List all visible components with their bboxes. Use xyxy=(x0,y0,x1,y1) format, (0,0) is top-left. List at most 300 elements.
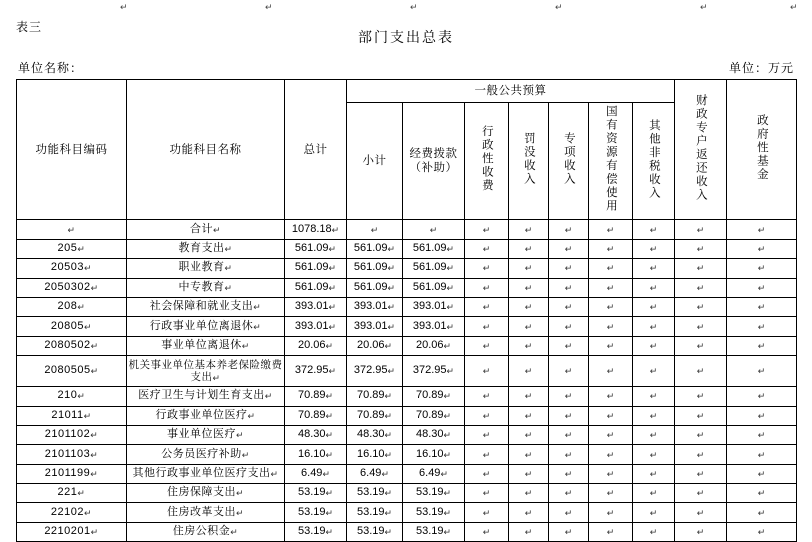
paragraph-mark: ↵ xyxy=(649,302,658,313)
paragraph-mark: ↵ xyxy=(325,527,334,538)
paragraph-mark: ↵ xyxy=(524,263,533,274)
paragraph-mark: ↵ xyxy=(84,321,93,332)
cell-special xyxy=(549,220,589,239)
cell-total: 53.19↵ xyxy=(285,522,347,541)
cell-special xyxy=(549,503,589,522)
paragraph-marks-top: ↵ ↵ ↵ ↵ ↵ ↵ xyxy=(120,2,798,12)
paragraph-mark: ↵ xyxy=(649,224,658,235)
cell-name: 事业单位医疗↵ xyxy=(127,425,285,444)
paragraph-mark: ↵ xyxy=(757,224,766,235)
cell-subtotal: 53.19↵ xyxy=(347,522,403,541)
paragraph-mark: ↵ xyxy=(757,263,766,274)
cell-gov-fund xyxy=(727,445,797,464)
paragraph-mark: ↵ xyxy=(606,263,615,274)
paragraph-mark: ↵ xyxy=(241,341,250,352)
paragraph-mark: ↵ xyxy=(524,282,533,293)
paragraph-mark: ↵ xyxy=(482,488,491,499)
paragraph-mark: ↵ xyxy=(482,527,491,538)
cell-total: 70.89↵ xyxy=(285,406,347,425)
cell-code: 2101102↵ xyxy=(17,425,127,444)
paragraph-mark: ↵ xyxy=(564,321,573,332)
cell-state-resource xyxy=(589,317,633,336)
paragraph-mark: ↵ xyxy=(757,244,766,255)
cell-admin-fee xyxy=(465,336,509,355)
paragraph-mark: ↵ xyxy=(224,263,233,274)
cell-admin-fee xyxy=(465,297,509,316)
paragraph-mark: ↵ xyxy=(77,488,86,499)
paragraph-mark: ↵ xyxy=(443,527,452,538)
paragraph-mark: ↵ xyxy=(443,488,452,499)
paragraph-mark: ↵ xyxy=(482,468,491,479)
cell-gov-fund xyxy=(727,406,797,425)
cell-finance-account xyxy=(675,239,727,258)
header-subtotal: 小计 xyxy=(347,103,403,220)
cell-name: 职业教育↵ xyxy=(127,259,285,278)
cell-total: 1078.18↵ xyxy=(285,220,347,239)
cell-finance-account xyxy=(675,503,727,522)
paragraph-mark: ↵ xyxy=(649,391,658,402)
cell-code: 2101199↵ xyxy=(17,464,127,483)
cell-other-nontax xyxy=(633,356,675,387)
cell-finance-account xyxy=(675,464,727,483)
paragraph-mark: ↵ xyxy=(649,527,658,538)
paragraph-mark: ↵ xyxy=(757,321,766,332)
paragraph-mark: ↵ xyxy=(757,468,766,479)
paragraph-mark: ↵ xyxy=(264,391,273,402)
cell-appropriation: 16.10↵ xyxy=(403,445,465,464)
paragraph-mark: ↵ xyxy=(696,410,705,421)
cell-total: 561.09↵ xyxy=(285,259,347,278)
cell-other-nontax xyxy=(633,425,675,444)
cell-gov-fund xyxy=(727,317,797,336)
cell-gov-fund xyxy=(727,336,797,355)
cell-penalty xyxy=(509,317,549,336)
cell-penalty xyxy=(509,503,549,522)
cell-finance-account xyxy=(675,317,727,336)
cell-admin-fee xyxy=(465,464,509,483)
cell-total: 393.01↵ xyxy=(285,317,347,336)
cell-finance-account xyxy=(675,336,727,355)
paragraph-mark: ↵ xyxy=(564,224,573,235)
paragraph-mark: ↵ xyxy=(524,366,533,377)
paragraph-mark: ↵ xyxy=(384,507,393,518)
cell-admin-fee xyxy=(465,522,509,541)
paragraph-mark: ↵ xyxy=(384,341,393,352)
cell-subtotal: 20.06↵ xyxy=(347,336,403,355)
table-row xyxy=(17,220,797,239)
paragraph-mark: ↵ xyxy=(606,430,615,441)
cell-code: 2080505↵ xyxy=(17,356,127,387)
paragraph-mark: ↵ xyxy=(757,488,766,499)
paragraph-mark: ↵ xyxy=(328,263,337,274)
cell-admin-fee xyxy=(465,278,509,297)
cell-appropriation xyxy=(403,220,465,239)
cell-other-nontax xyxy=(633,336,675,355)
paragraph-mark: ↵ xyxy=(524,527,533,538)
cell-special xyxy=(549,317,589,336)
paragraph-mark: ↵ xyxy=(212,224,222,235)
paragraph-mark: ↵ xyxy=(482,507,491,518)
header-special: 专项收入 xyxy=(549,103,589,220)
cell-name: 医疗卫生与计划生育支出↵ xyxy=(127,387,285,406)
table-row xyxy=(17,259,797,278)
header-appropriation: 经费拨款（补助） xyxy=(403,103,465,220)
paragraph-mark: ↵ xyxy=(757,410,766,421)
paragraph-mark: ↵ xyxy=(446,244,455,255)
paragraph-mark: ↵ xyxy=(384,527,393,538)
cell-gov-fund xyxy=(727,522,797,541)
paragraph-mark: ↵ xyxy=(696,366,705,377)
paragraph-mark: ↵ xyxy=(606,302,615,313)
header-code: 功能科目编码 xyxy=(17,80,127,220)
cell-gov-fund xyxy=(727,484,797,503)
cell-finance-account xyxy=(675,297,727,316)
cell-admin-fee xyxy=(465,220,509,239)
cell-penalty xyxy=(509,464,549,483)
cell-code: 2050302↵ xyxy=(17,278,127,297)
cell-subtotal: 561.09↵ xyxy=(347,239,403,258)
cell-code xyxy=(17,220,127,239)
paragraph-mark: ↵ xyxy=(696,507,705,518)
table-row xyxy=(17,356,797,387)
paragraph-mark: ↵ xyxy=(649,488,658,499)
cell-code: 2210201↵ xyxy=(17,522,127,541)
header-state-resource: 国有资源有偿使用 xyxy=(589,103,633,220)
paragraph-mark: ↵ xyxy=(696,527,705,538)
paragraph-mark: ↵ xyxy=(482,244,491,255)
paragraph-mark: ↵ xyxy=(77,391,86,402)
table-row xyxy=(17,445,797,464)
cell-state-resource xyxy=(589,484,633,503)
cell-gov-fund xyxy=(727,387,797,406)
cell-appropriation: 53.19↵ xyxy=(403,484,465,503)
cell-penalty xyxy=(509,445,549,464)
cell-finance-account xyxy=(675,356,727,387)
cell-subtotal: 393.01↵ xyxy=(347,317,403,336)
paragraph-mark: ↵ xyxy=(606,449,615,460)
paragraph-mark: ↵ xyxy=(235,488,245,499)
paragraph-mark: ↵ xyxy=(564,449,573,460)
paragraph-mark: ↵ xyxy=(696,391,705,402)
cell-special xyxy=(549,406,589,425)
cell-subtotal: 48.30↵ xyxy=(347,425,403,444)
cell-admin-fee xyxy=(465,503,509,522)
cell-state-resource xyxy=(589,406,633,425)
cell-name: 住房改革支出↵ xyxy=(127,503,285,522)
paragraph-mark: ↵ xyxy=(524,430,533,441)
cell-other-nontax xyxy=(633,387,675,406)
cell-other-nontax xyxy=(633,406,675,425)
header-admin-fee: 行政性收费 xyxy=(465,103,509,220)
cell-appropriation: 48.30↵ xyxy=(403,425,465,444)
cell-penalty xyxy=(509,425,549,444)
paragraph-mark: ↵ xyxy=(564,391,573,402)
paragraph-mark: ↵ xyxy=(696,321,705,332)
paragraph-mark: ↵ xyxy=(446,263,455,274)
cell-total: 20.06↵ xyxy=(285,336,347,355)
paragraph-mark: ↵ xyxy=(606,224,615,235)
cell-code: 205↵ xyxy=(17,239,127,258)
paragraph-mark: ↵ xyxy=(443,430,452,441)
cell-admin-fee xyxy=(465,356,509,387)
cell-special xyxy=(549,387,589,406)
paragraph-mark: ↵ xyxy=(387,321,396,332)
cell-other-nontax xyxy=(633,220,675,239)
cell-name: 其他行政事业单位医疗支出↵ xyxy=(127,464,285,483)
cell-gov-fund xyxy=(727,425,797,444)
cell-special xyxy=(549,522,589,541)
cell-appropriation: 393.01↵ xyxy=(403,317,465,336)
table-row xyxy=(17,522,797,541)
cell-gov-fund xyxy=(727,239,797,258)
cell-appropriation: 6.49↵ xyxy=(403,464,465,483)
paragraph-mark: ↵ xyxy=(482,410,491,421)
paragraph-mark: ↵ xyxy=(606,410,615,421)
cell-appropriation: 53.19↵ xyxy=(403,503,465,522)
paragraph-mark: ↵ xyxy=(212,373,221,384)
cell-finance-account xyxy=(675,425,727,444)
cell-subtotal: 16.10↵ xyxy=(347,445,403,464)
paragraph-mark: ↵ xyxy=(606,244,615,255)
cell-special xyxy=(549,278,589,297)
paragraph-mark: ↵ xyxy=(482,391,491,402)
cell-code: 20805↵ xyxy=(17,317,127,336)
paragraph-mark: ↵ xyxy=(649,468,658,479)
paragraph-mark: ↵ xyxy=(649,366,658,377)
paragraph-mark: ↵ xyxy=(328,244,337,255)
paragraph-mark: ↵ xyxy=(429,224,438,235)
unit-name-label: 单位名称： xyxy=(18,61,84,75)
paragraph-mark: ↵ xyxy=(84,263,93,274)
paragraph-mark: ↵ xyxy=(325,430,334,441)
budget-table xyxy=(16,79,797,542)
paragraph-mark: ↵ xyxy=(384,410,393,421)
cell-admin-fee xyxy=(465,406,509,425)
paragraph-mark: ↵ xyxy=(446,282,455,293)
cell-gov-fund xyxy=(727,259,797,278)
paragraph-mark: ↵ xyxy=(649,244,658,255)
cell-admin-fee xyxy=(465,259,509,278)
paragraph-mark: ↵ xyxy=(606,488,615,499)
cell-state-resource xyxy=(589,425,633,444)
cell-penalty xyxy=(509,406,549,425)
cell-admin-fee xyxy=(465,445,509,464)
paragraph-mark: ↵ xyxy=(443,449,452,460)
paragraph-mark: ↵ xyxy=(325,410,334,421)
paragraph-mark: ↵ xyxy=(564,366,573,377)
paragraph-mark: ↵ xyxy=(328,321,337,332)
meta-row xyxy=(16,59,796,79)
cell-total: 393.01↵ xyxy=(285,297,347,316)
cell-admin-fee xyxy=(465,484,509,503)
cell-other-nontax xyxy=(633,317,675,336)
paragraph-mark: ↵ xyxy=(325,507,334,518)
cell-total: 561.09↵ xyxy=(285,278,347,297)
cell-appropriation: 561.09↵ xyxy=(403,259,465,278)
paragraph-mark: ↵ xyxy=(564,488,573,499)
cell-total: 16.10↵ xyxy=(285,445,347,464)
paragraph-mark: ↵ xyxy=(606,391,615,402)
paragraph-mark: ↵ xyxy=(84,507,93,518)
paragraph-mark: ↵ xyxy=(524,391,533,402)
cell-subtotal: 561.09↵ xyxy=(347,259,403,278)
paragraph-mark: ↵ xyxy=(649,507,658,518)
cell-special xyxy=(549,239,589,258)
paragraph-mark: ↵ xyxy=(482,341,491,352)
paragraph-mark: ↵ xyxy=(443,341,452,352)
cell-subtotal: 393.01↵ xyxy=(347,297,403,316)
paragraph-mark: ↵ xyxy=(253,321,262,332)
cell-name: 教育支出↵ xyxy=(127,239,285,258)
cell-code: 22102↵ xyxy=(17,503,127,522)
cell-admin-fee xyxy=(465,317,509,336)
paragraph-mark: ↵ xyxy=(696,341,705,352)
cell-appropriation: 53.19↵ xyxy=(403,522,465,541)
cell-name: 公务员医疗补助↵ xyxy=(127,445,285,464)
cell-state-resource xyxy=(589,387,633,406)
paragraph-mark: ↵ xyxy=(90,527,99,538)
paragraph-mark: ↵ xyxy=(482,366,491,377)
paragraph-mark: ↵ xyxy=(606,282,615,293)
paragraph-mark: ↵ xyxy=(446,302,455,313)
header-finance-account: 财政专户返还收入 xyxy=(675,80,727,220)
cell-code: 21011↵ xyxy=(17,406,127,425)
paragraph-mark: ↵ xyxy=(224,244,233,255)
paragraph-mark: ↵ xyxy=(757,430,766,441)
paragraph-mark: ↵ xyxy=(387,302,396,313)
paragraph-mark: ↵ xyxy=(524,224,533,235)
cell-appropriation: 70.89↵ xyxy=(403,406,465,425)
paragraph-mark: ↵ xyxy=(606,468,615,479)
cell-penalty xyxy=(509,387,549,406)
table-row xyxy=(17,387,797,406)
cell-state-resource xyxy=(589,336,633,355)
cell-state-resource xyxy=(589,297,633,316)
paragraph-mark: ↵ xyxy=(443,410,452,421)
cell-gov-fund xyxy=(727,464,797,483)
paragraph-mark: ↵ xyxy=(696,263,705,274)
header-total: 总计 xyxy=(285,80,347,220)
cell-other-nontax xyxy=(633,464,675,483)
paragraph-mark: ↵ xyxy=(235,430,245,441)
header-general-budget: 一般公共预算 xyxy=(347,80,675,103)
table-row xyxy=(17,239,797,258)
table-row xyxy=(17,406,797,425)
cell-total: 53.19↵ xyxy=(285,484,347,503)
paragraph-mark: ↵ xyxy=(370,224,379,235)
cell-gov-fund xyxy=(727,278,797,297)
cell-finance-account xyxy=(675,278,727,297)
paragraph-mark: ↵ xyxy=(90,366,99,377)
cell-other-nontax xyxy=(633,445,675,464)
paragraph-mark: ↵ xyxy=(384,430,393,441)
paragraph-mark: ↵ xyxy=(649,341,658,352)
paragraph-mark: ↵ xyxy=(524,507,533,518)
paragraph-mark: ↵ xyxy=(482,321,491,332)
cell-state-resource xyxy=(589,239,633,258)
cell-special xyxy=(549,336,589,355)
cell-admin-fee xyxy=(465,387,509,406)
paragraph-mark: ↵ xyxy=(564,410,573,421)
cell-penalty xyxy=(509,336,549,355)
cell-other-nontax xyxy=(633,297,675,316)
paragraph-mark: ↵ xyxy=(482,224,491,235)
paragraph-mark: ↵ xyxy=(696,224,705,235)
paragraph-mark: ↵ xyxy=(325,449,334,460)
paragraph-mark: ↵ xyxy=(384,488,393,499)
cell-state-resource xyxy=(589,220,633,239)
cell-special xyxy=(549,259,589,278)
paragraph-mark: ↵ xyxy=(606,527,615,538)
paragraph-mark: ↵ xyxy=(90,282,99,293)
paragraph-mark: ↵ xyxy=(564,244,573,255)
paragraph-mark: ↵ xyxy=(77,244,86,255)
cell-code: 210↵ xyxy=(17,387,127,406)
table-row xyxy=(17,425,797,444)
cell-subtotal: 53.19↵ xyxy=(347,484,403,503)
header-gov-fund: 政府性基金 xyxy=(727,80,797,220)
paragraph-mark: ↵ xyxy=(757,527,766,538)
paragraph-mark: ↵ xyxy=(253,302,262,313)
header-row-top xyxy=(17,80,797,103)
cell-subtotal: 70.89↵ xyxy=(347,406,403,425)
cell-finance-account xyxy=(675,387,727,406)
paragraph-mark: ↵ xyxy=(328,302,337,313)
cell-name: 住房保障支出↵ xyxy=(127,484,285,503)
cell-state-resource xyxy=(589,522,633,541)
header-other-nontax: 其他非税收入 xyxy=(633,103,675,220)
paragraph-mark: ↵ xyxy=(564,507,573,518)
cell-subtotal: 372.95↵ xyxy=(347,356,403,387)
cell-state-resource xyxy=(589,464,633,483)
cell-finance-account xyxy=(675,259,727,278)
paragraph-mark: ↵ xyxy=(381,468,389,479)
cell-penalty xyxy=(509,356,549,387)
cell-finance-account xyxy=(675,484,727,503)
cell-name: 住房公积金↵ xyxy=(127,522,285,541)
cell-state-resource xyxy=(589,259,633,278)
cell-state-resource xyxy=(589,356,633,387)
cell-special xyxy=(549,445,589,464)
paragraph-mark: ↵ xyxy=(649,430,658,441)
paragraph-mark: ↵ xyxy=(757,507,766,518)
cell-code: 2101103↵ xyxy=(17,445,127,464)
paragraph-mark: ↵ xyxy=(757,341,766,352)
paragraph-mark: ↵ xyxy=(482,302,491,313)
paragraph-mark: ↵ xyxy=(482,449,491,460)
paragraph-mark: ↵ xyxy=(247,410,256,421)
paragraph-mark: ↵ xyxy=(325,488,334,499)
cell-total: 48.30↵ xyxy=(285,425,347,444)
paragraph-mark: ↵ xyxy=(649,282,658,293)
cell-other-nontax xyxy=(633,522,675,541)
cell-subtotal: 6.49↵ xyxy=(347,464,403,483)
cell-state-resource xyxy=(589,503,633,522)
paragraph-mark: ↵ xyxy=(524,321,533,332)
paragraph-mark: ↵ xyxy=(224,282,233,293)
paragraph-mark: ↵ xyxy=(524,410,533,421)
paragraph-mark: ↵ xyxy=(325,391,334,402)
paragraph-mark: ↵ xyxy=(696,244,705,255)
cell-total: 53.19↵ xyxy=(285,503,347,522)
cell-penalty xyxy=(509,484,549,503)
table-row xyxy=(17,317,797,336)
paragraph-mark: ↵ xyxy=(77,302,86,313)
paragraph-mark: ↵ xyxy=(241,449,250,460)
paragraph-mark: ↵ xyxy=(482,263,491,274)
sheet-label: 表三 xyxy=(16,20,43,34)
cell-finance-account xyxy=(675,522,727,541)
